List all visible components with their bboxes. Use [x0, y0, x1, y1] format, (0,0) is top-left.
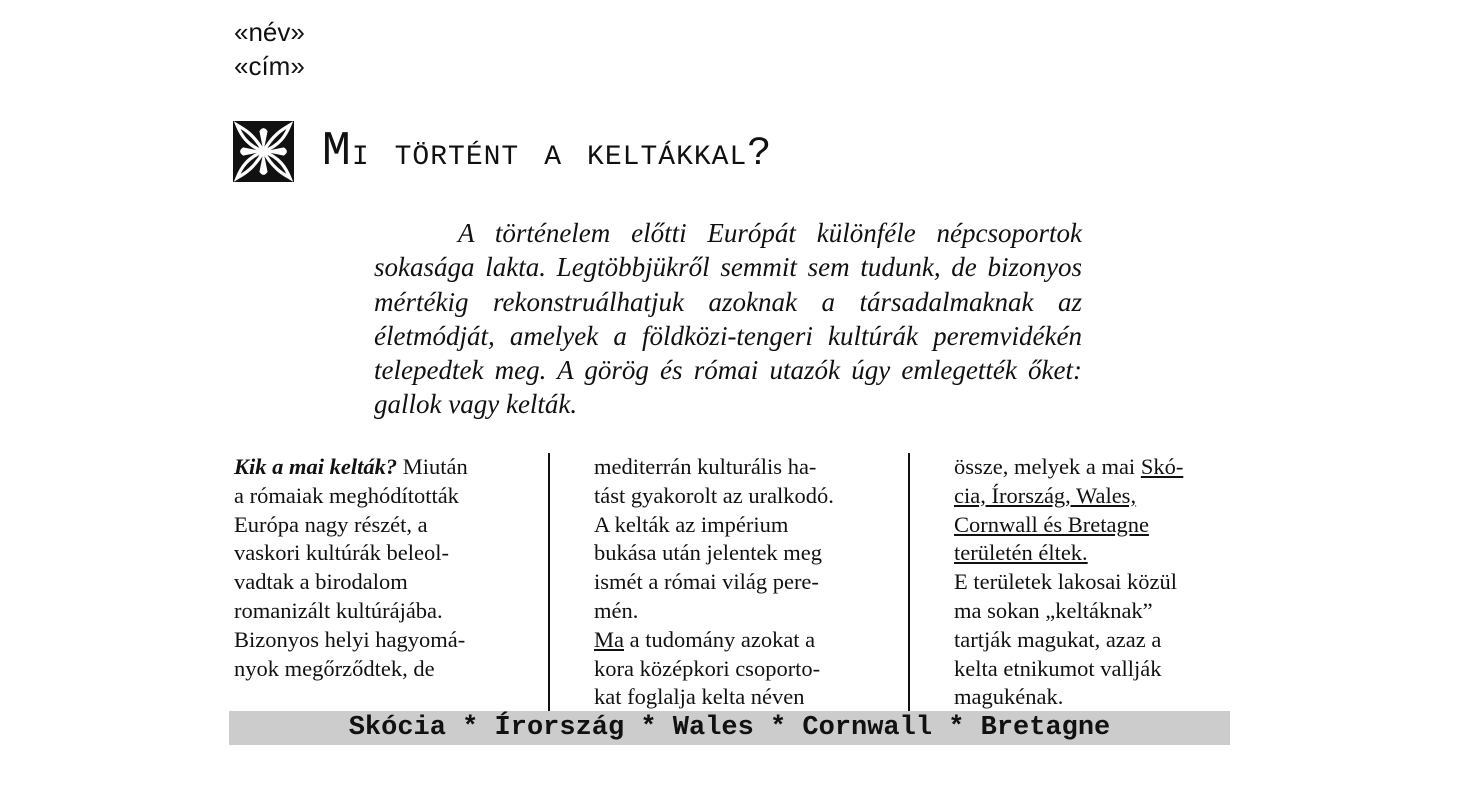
col2-line: mén. [594, 597, 639, 623]
col2-line: kora középkori csoporto- [594, 655, 821, 681]
col2-line: ismét a római világ pere- [594, 569, 819, 595]
col2-line: A kelták az impérium [594, 511, 789, 537]
col3-line-1 [954, 453, 1229, 482]
column-3 [954, 453, 1229, 712]
column-divider [908, 453, 910, 711]
col3-region-link[interactable]: Skó- [1140, 454, 1184, 479]
col3-region-link[interactable]: cia, Írország, Wales, [954, 482, 1137, 508]
celtic-knot-icon [233, 121, 294, 182]
col3-region-link[interactable]: területén éltek. [954, 540, 1088, 566]
col1-line: vadtak a birodalom [234, 569, 408, 595]
col2-ma-rest: a tudomány azokat a [624, 626, 816, 652]
column-2 [594, 453, 869, 712]
col3-line: ma sokan „keltáknak” [954, 597, 1153, 623]
col2-line: mediterrán kulturális ha- [594, 454, 817, 479]
column-divider [548, 453, 550, 711]
merge-field-name: «név» [234, 17, 305, 47]
col1-line: Bizonyos helyi hagyomá- [234, 626, 466, 652]
col1-line: romanizált kultúrájába. [234, 597, 443, 623]
title-rest: i történt a keltákkal? [351, 132, 773, 177]
col3-line: magukénak. [954, 684, 1064, 710]
col2-ma-link[interactable]: Ma [594, 626, 624, 652]
column-1 [234, 453, 509, 683]
col1-line-1 [234, 453, 509, 482]
col1-line: Európa nagy részét, a [234, 511, 428, 537]
col2-line: bukása után jelentek meg [594, 540, 823, 566]
col1-line: nyok megőrződtek, de [234, 655, 435, 681]
col1-lead-question: Kik a mai kelták? [234, 454, 398, 479]
col1-line: vaskori kultúrák beleol- [234, 540, 449, 566]
col3-line: kelta etnikumot vallják [954, 655, 1162, 681]
col1-line-1-rest: Miután [397, 454, 468, 479]
col3-line: tartják magukat, azaz a [954, 626, 1162, 652]
col2-ma-line [594, 626, 869, 655]
footer-regions-band: Skócia * Írország * Wales * Cornwall * Bretagne [229, 711, 1230, 745]
col2-line: tást gyakorolt az uralkodó. [594, 482, 834, 508]
title-first-letter: M [322, 125, 352, 179]
col1-line: a rómaiak meghódították [234, 482, 459, 508]
col3-line: E területek lakosai közül [954, 569, 1178, 595]
col3-line-1-text: össze, melyek a mai [954, 454, 1141, 479]
col2-line: kat foglalja kelta néven [594, 684, 805, 710]
intro-paragraph: A történelem előtti Európát különféle népcsoportok sokasága lakta. Legtöbbjükről semmit sem tudunk, de bizonyos mértékig rekonstruálhatjuk azoknak a társadalmaknak az életmódját, amelyek a földközi-tengeri kultúrák peremvidékén telepedtek meg. A görög és római utazók úgy emlegették őket: gallok vagy kelták. [374, 218, 1082, 420]
col3-region-link[interactable]: Cornwall és Bretagne [954, 511, 1149, 537]
merge-field-address: «cím» [234, 51, 305, 81]
page-title [322, 122, 772, 185]
